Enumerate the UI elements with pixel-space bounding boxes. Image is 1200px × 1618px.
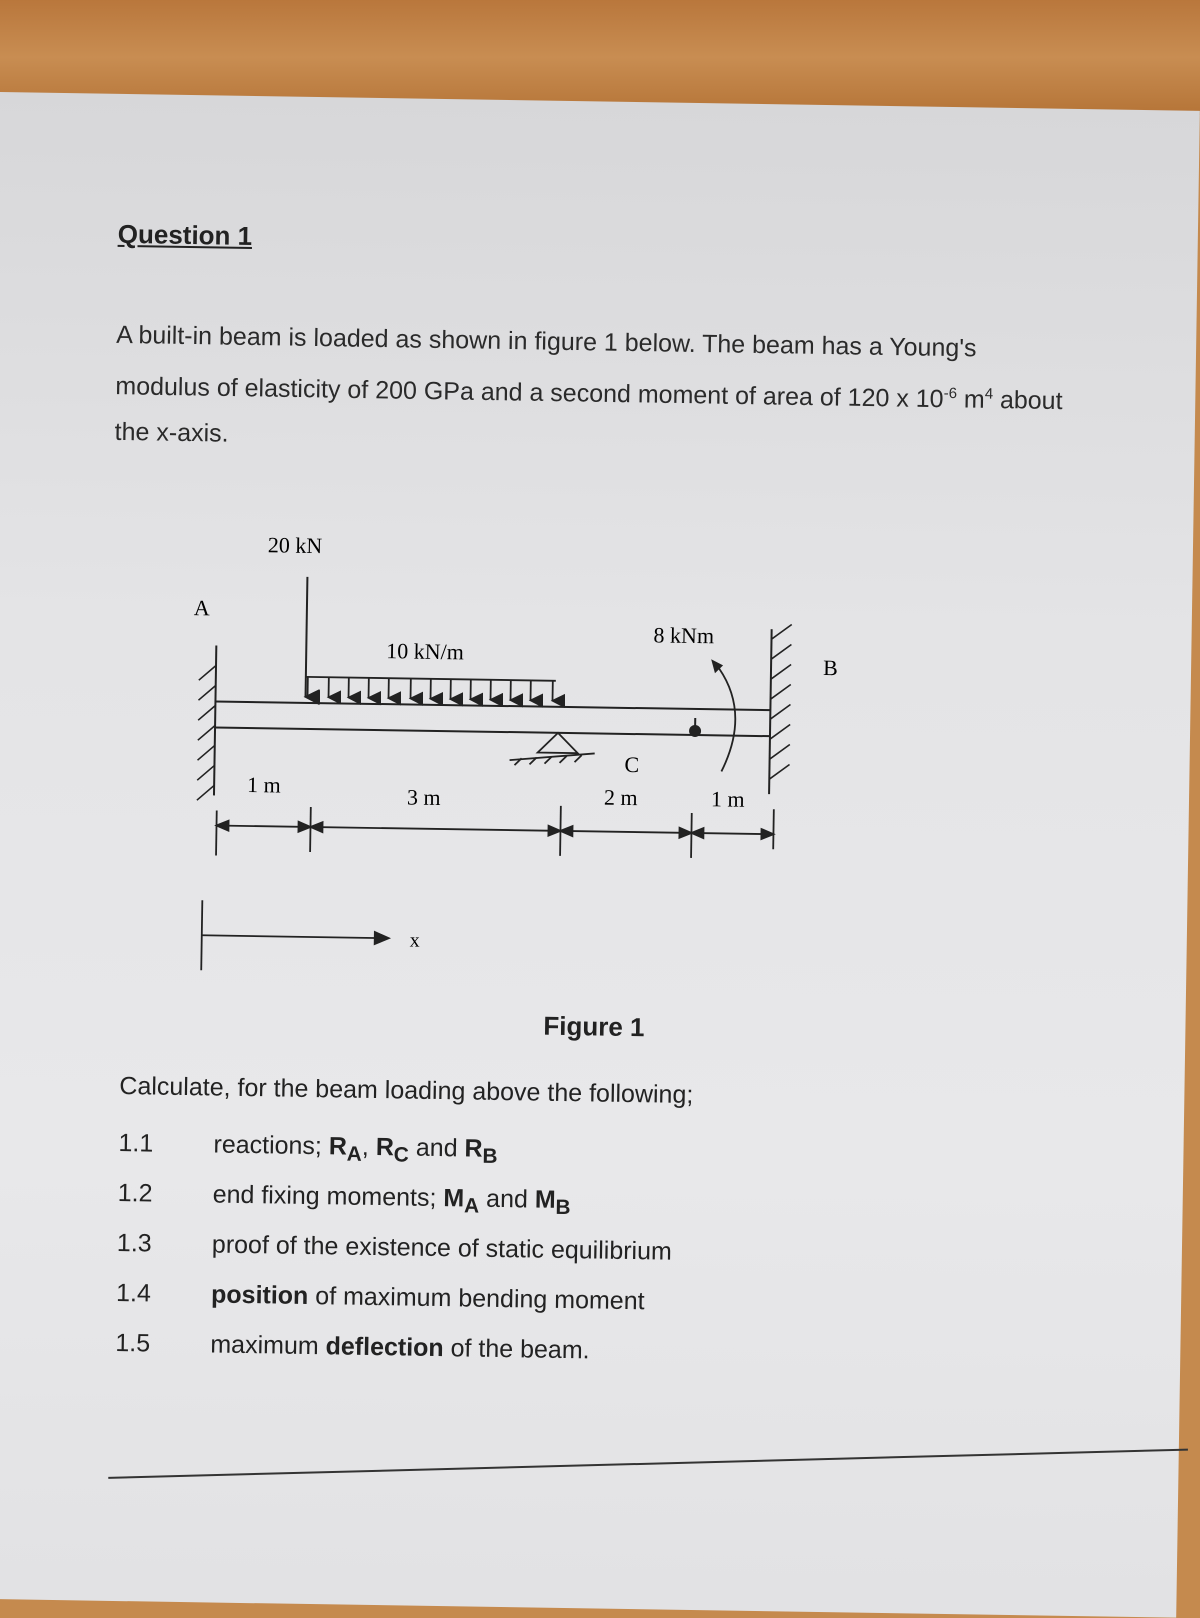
list-item-1-3: 1.3 proof of the existence of static equilibrium — [117, 1229, 672, 1267]
dim-label-1: 1 m — [247, 772, 281, 798]
moment-label: 8 kNm — [653, 622, 714, 648]
figure-caption: Figure 1 — [543, 1011, 645, 1044]
intro-line-2: modulus of elasticity of 200 GPa and a second moment of area of 120 x $10^{-6}$ $m^4$ about — [115, 358, 1146, 426]
list-item-1-1: 1.1 reactions; $R_A$, $R_C$ and $R_B$ — [118, 1129, 498, 1169]
question-title: Question 1 — [118, 219, 253, 252]
beam-figure — [166, 515, 873, 1006]
answer-rule-line — [108, 1449, 1188, 1479]
udl-arrows — [306, 677, 556, 701]
x-axis-label: x — [410, 930, 420, 952]
label-a: A — [194, 595, 210, 620]
list-item-1-5: 1.5 maximum deflection of the beam. — [115, 1329, 590, 1365]
simple-support-c — [509, 732, 595, 766]
fixed-support-a — [197, 645, 216, 800]
intro-line-3: the x-axis. — [114, 409, 1145, 471]
label-b: B — [823, 655, 838, 680]
dim-label-2: 3 m — [407, 784, 441, 810]
list-item-1-2: 1.2 end fixing moments; $M_A$ and $M_B$ — [117, 1179, 571, 1220]
fixed-support-b — [769, 624, 792, 794]
problem-statement — [114, 312, 1146, 471]
dim-label-4: 1 m — [711, 786, 745, 812]
label-c: C — [624, 752, 639, 777]
dim-label-3: 2 m — [604, 785, 638, 811]
point-load-label: 20 kN — [268, 532, 323, 558]
exam-paper — [0, 92, 1200, 1618]
intro-line-1: A built-in beam is loaded as shown in figure 1 below. The beam has a Young's — [116, 312, 1147, 374]
moment-arc — [688, 659, 736, 772]
dimension-line — [216, 800, 774, 864]
beam — [215, 701, 770, 736]
calculate-intro: Calculate, for the beam loading above the following; — [119, 1072, 693, 1110]
x-axis — [201, 900, 389, 973]
list-item-1-4: 1.4 position of maximum bending moment — [116, 1279, 645, 1316]
udl-label: 10 kN/m — [386, 638, 464, 664]
